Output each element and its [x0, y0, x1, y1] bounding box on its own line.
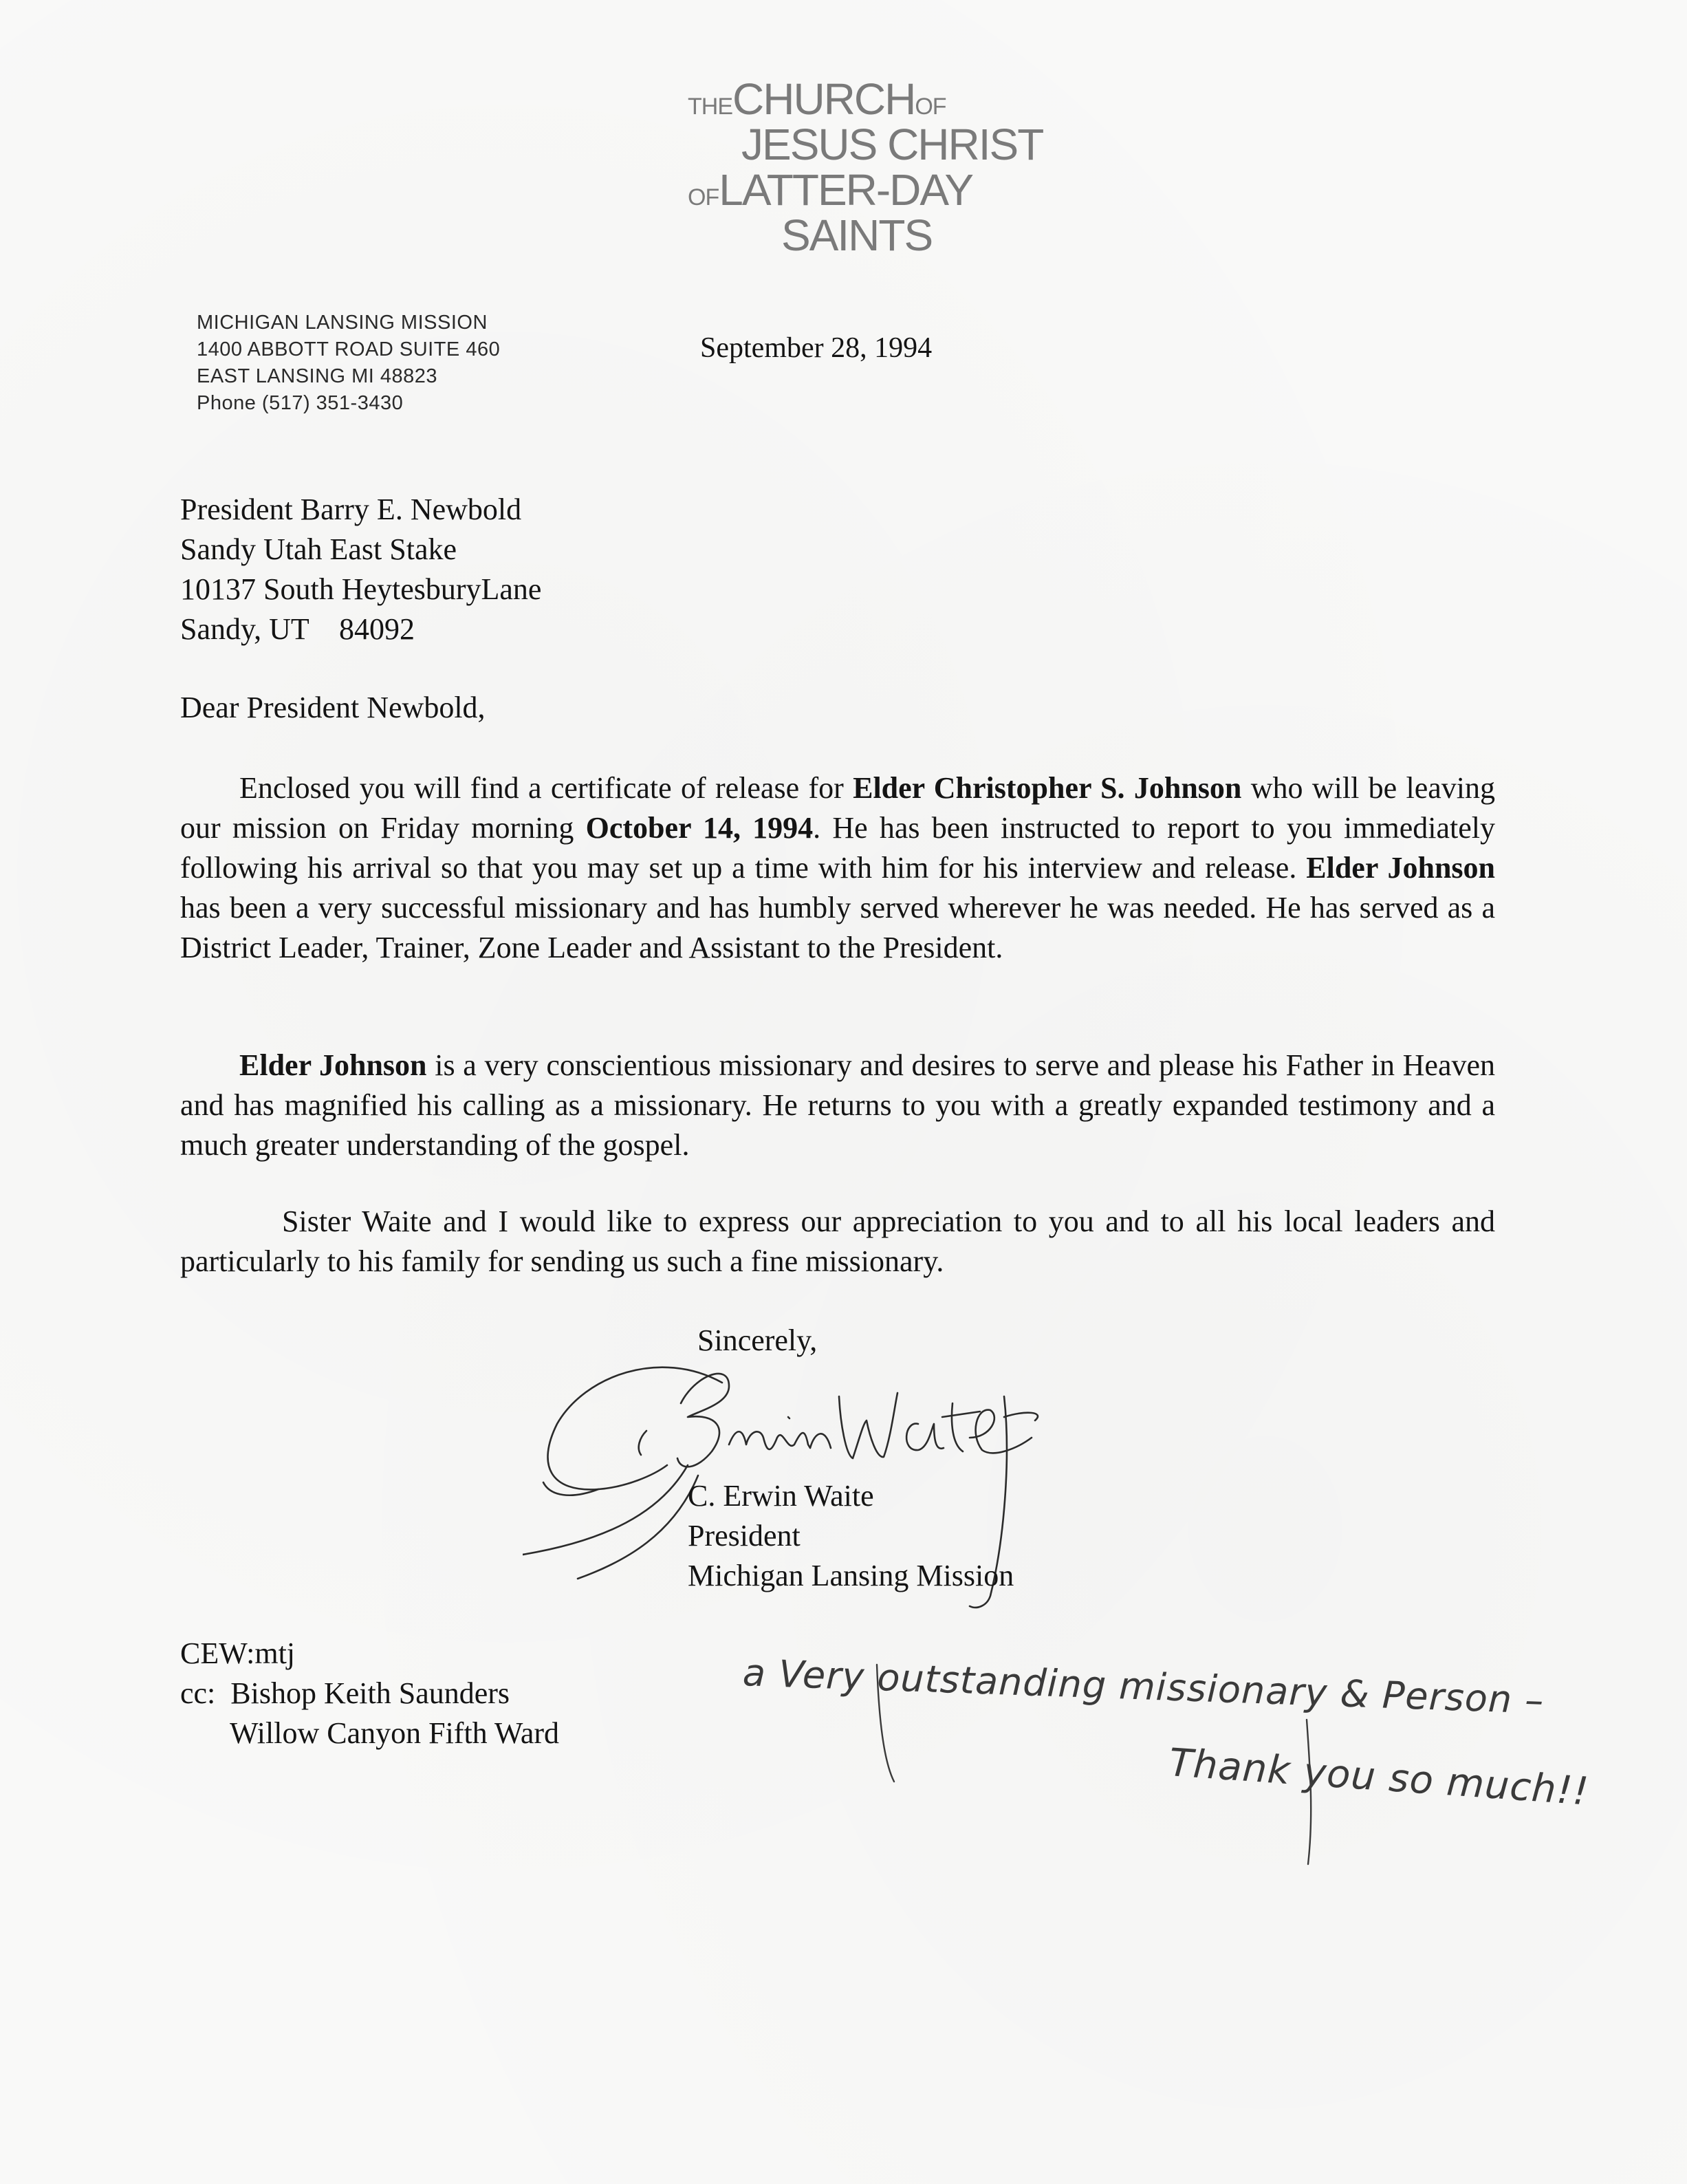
mission-name: MICHIGAN LANSING MISSION — [197, 312, 488, 334]
logo-line-2: JESUS CHRIST — [741, 120, 1043, 169]
body-paragraph-3: Sister Waite and I would like to express our appreciation to you and to all his local leaders and particularly to his family for sending us such a fine missionary. — [180, 1204, 1495, 1278]
departure-date-bold: October 14, 1994 — [585, 811, 814, 845]
logo-line-3: OFLATTER-DAY — [688, 165, 972, 215]
reference-and-cc — [180, 1634, 559, 1753]
body-paragraph-2: Elder Johnson is a very conscientious missionary and desires to serve and please his Father in Heaven and has magnified his calling as a missionary. He returns to you with a greatly expanded testimony and a much greater understanding of the gospel. — [180, 1048, 1495, 1162]
handwritten-note-line-1: a Very outstanding missionary & Person – — [741, 1651, 1545, 1722]
signature-block — [688, 1476, 1014, 1596]
handwritten-note-line-2: Thank you so much!! — [1167, 1740, 1591, 1815]
cc-line-1: cc: Bishop Keith Saunders — [180, 1676, 510, 1710]
cc-line-2: Willow Canyon Fifth Ward — [230, 1716, 560, 1750]
elder-name-bold: Elder Johnson — [239, 1048, 427, 1082]
signer-title: President — [688, 1519, 801, 1553]
mission-phone: Phone (517) 351-3430 — [197, 392, 404, 414]
logo-line-1: THECHURCHOF — [688, 74, 946, 124]
signer-org: Michigan Lansing Mission — [688, 1559, 1014, 1592]
signer-name: C. Erwin Waite — [688, 1479, 874, 1513]
recipient-name: President Barry E. Newbold — [180, 493, 522, 526]
mission-city: EAST LANSING MI 48823 — [197, 365, 438, 387]
logo-line-4: SAINTS — [781, 210, 933, 260]
salutation: Dear President Newbold, — [180, 691, 486, 724]
mission-address — [197, 310, 500, 417]
elder-name-bold: Elder Johnson — [1306, 851, 1496, 885]
body-paragraph-1: Enclosed you will find a certificate of release for Elder Christopher S. Johnson who will be leaving our mission on Friday morning October 14, 1994. He has been instructed to report to you immediately following his arrival so that you may set up a time with him for his interview and release. Elder Johnson has been a very successful missionary and has humbly served wherever he was needed. He has served as a District Leader, Trainer, Zone Leader and Assistant to the President. — [180, 771, 1496, 964]
closing: Sincerely, — [697, 1323, 818, 1357]
elder-name-bold: Elder Christopher S. Johnson — [853, 771, 1242, 805]
mission-street: 1400 ABBOTT ROAD SUITE 460 — [197, 338, 501, 360]
handwritten-note — [729, 1637, 1637, 1885]
recipient-org: Sandy Utah East Stake — [180, 532, 457, 566]
recipient-address — [180, 490, 541, 649]
recipient-city: Sandy, UT 84092 — [180, 612, 415, 646]
recipient-street: 10137 South HeytesburyLane — [180, 572, 542, 606]
typist-initials: CEW:mtj — [180, 1636, 296, 1670]
letter-date: September 28, 1994 — [700, 332, 933, 364]
